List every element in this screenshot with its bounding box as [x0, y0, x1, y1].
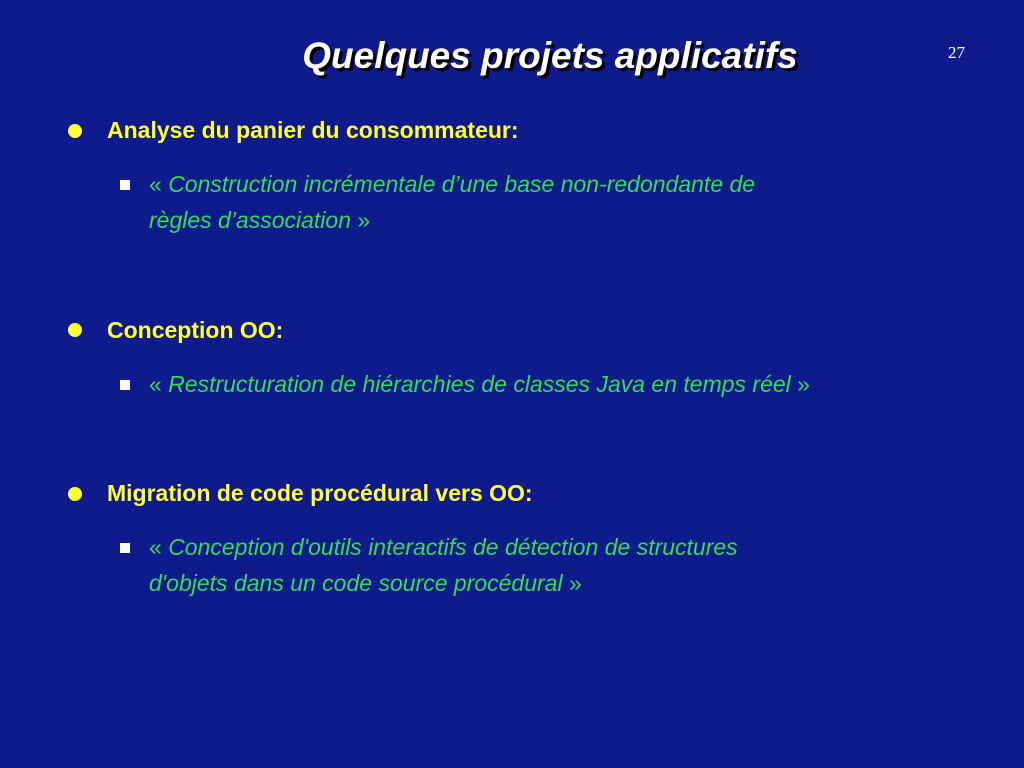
page-number: 27 [948, 43, 965, 62]
quote-close: » [357, 207, 371, 233]
sub-item-basket-analysis [149, 166, 755, 238]
section-heading-basket-analysis: Analyse du panier du consommateur: [107, 117, 519, 143]
sub-item-line: d'objets dans un code source procédural [149, 570, 563, 596]
sub-bullet-square [120, 180, 130, 190]
sub-bullet-square [120, 543, 130, 553]
quote-open: « [149, 171, 162, 197]
quote-open: « [149, 371, 162, 397]
bullet-dot [68, 323, 82, 337]
section-heading-migration: Migration de code procédural vers OO: [107, 480, 533, 506]
section-heading-oo-design: Conception OO: [107, 317, 284, 343]
sub-item-line: règles d’association [149, 207, 352, 233]
sub-item-line: Construction incrémentale d’une base non-redondante de [168, 171, 756, 197]
slide-title: Quelques projets applicatifs [302, 35, 798, 76]
quote-close: » [568, 570, 582, 596]
sub-bullet-square [120, 380, 130, 390]
bullet-dot [68, 487, 82, 501]
sub-item-line: Restructuration de hiérarchies de classes Java en temps réel [168, 371, 791, 397]
quote-open: « [149, 534, 162, 560]
sub-item-line: Conception d'outils interactifs de détection de structures [168, 534, 738, 560]
bullet-dot [68, 124, 82, 138]
quote-close: » [797, 371, 810, 397]
sub-item-migration [149, 529, 738, 601]
sub-item-oo-design [149, 366, 810, 402]
